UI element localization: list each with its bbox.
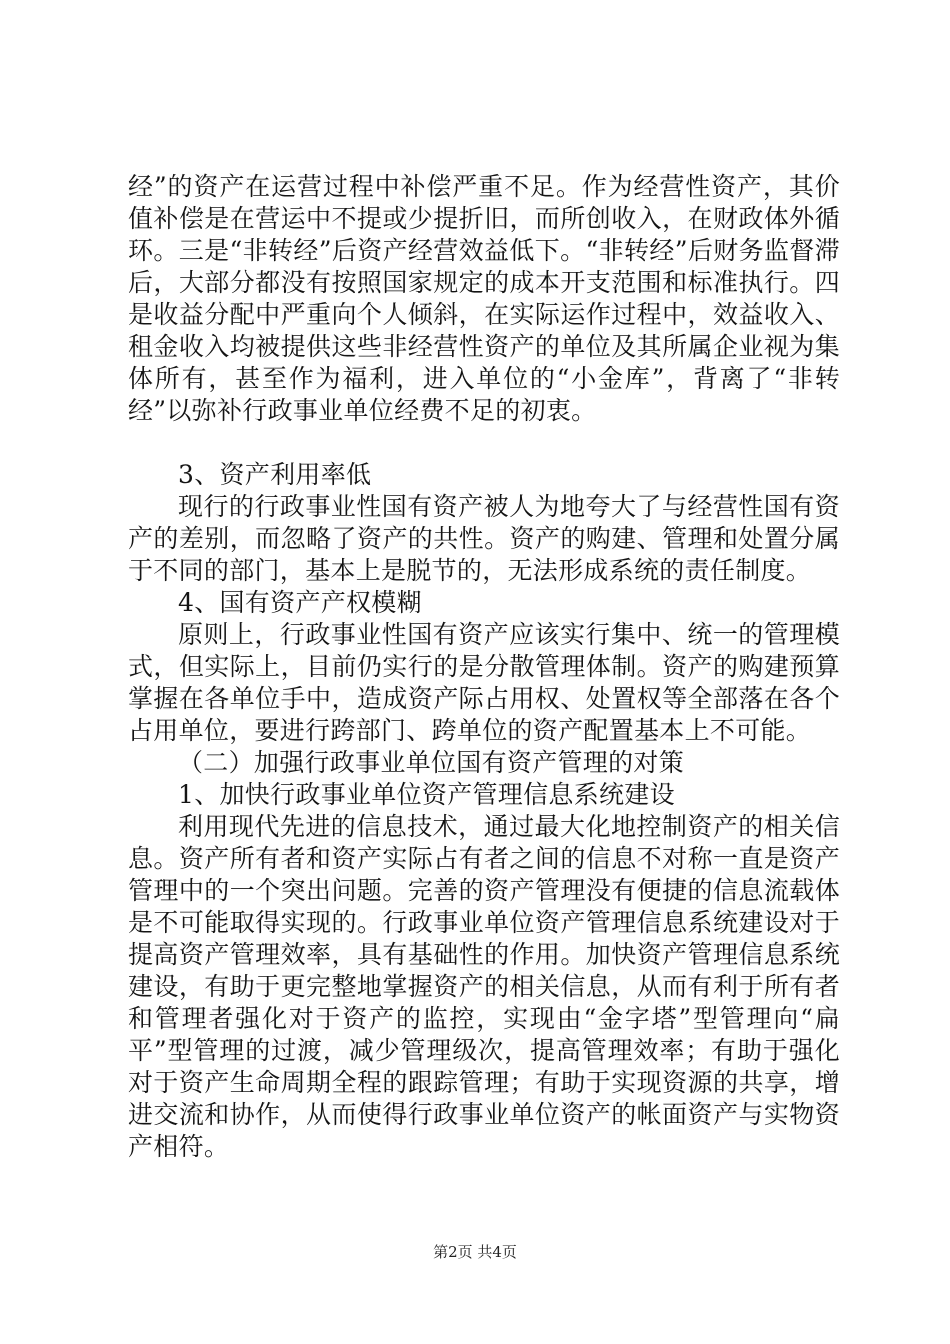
body-paragraph: 现行的行政事业性国有资产被人为地夸大了与经营性国有资产的差别，而忽略了资产的共性。资产的购建、管理和处置分属于不同的部门，基本上是脱节的，无法形成系统的责任制度。 [128,492,840,585]
section-heading: （二）加强行政事业单位国有资产管理的对策 [178,748,685,777]
section-heading: 4、国有资产产权模糊 [178,588,422,617]
document-body [128,171,840,1163]
page-footer: 第2页 共4页 [433,1243,517,1261]
section-heading: 3、资产利用率低 [178,460,372,489]
body-paragraph: 利用现代先进的信息技术，通过最大化地控制资产的相关信息。资产所有者和资产实际占有者之间的信息不对称一直是资产管理中的一个突出问题。完善的资产管理没有便捷的信息流载体是不可能取得实现的。行政事业单位资产管理信息系统建设对于提高资产管理效率，具有基础性的作用。加快资产管理信息系统建设，有助于更完整地掌握资产的相关信息，从而有利于所有者和管理者强化对于资产的监控，实现由“金字塔”型管理向“扁平”型管理的过渡，减少管理级次，提高管理效率；有助于强化对于资产生命周期全程的跟踪管理；有助于实现资源的共享，增进交流和协作，从而使得行政事业单位资产的帐面资产与实物资产相符。 [128,812,840,1161]
body-paragraph: 原则上，行政事业性国有资产应该实行集中、统一的管理模式，但实际上，目前仍实行的是分散管理体制。资产的购建预算掌握在各单位手中，造成资产际占用权、处置权等全部落在各个占用单位，要进行跨部门、跨单位的资产配置基本上不可能。 [128,620,840,745]
section-heading: 1、加快行政事业单位资产管理信息系统建设 [178,780,675,809]
body-paragraph: 经”的资产在运营过程中补偿严重不足。作为经营性资产，其价值补偿是在营运中不提或少提折旧，而所创收入，在财政体外循环。三是“非转经”后资产经营效益低下。“非转经”后财务监督滞后，大部分都没有按照国家规定的成本开支范围和标准执行。四是收益分配中严重向个人倾斜，在实际运作过程中，效益收入、租金收入均被提供这些非经营性资产的单位及其所属企业视为集体所有，甚至作为福利，进入单位的“小金库”，背离了“非转经”以弥补行政事业单位经费不足的初衷。 [128,172,840,425]
